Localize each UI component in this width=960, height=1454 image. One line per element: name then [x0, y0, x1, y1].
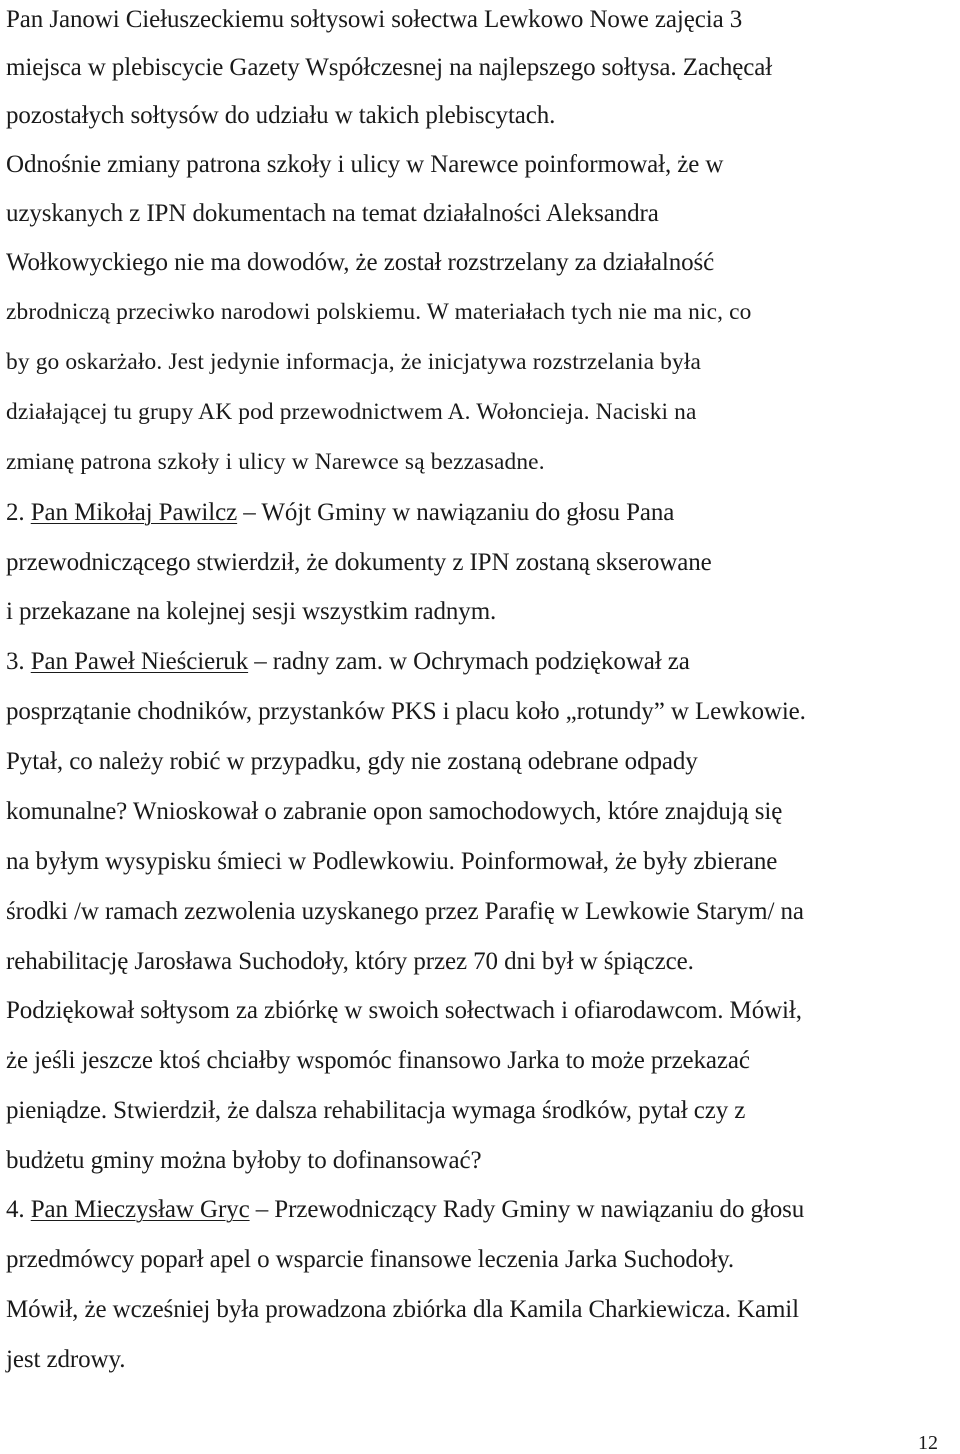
text-line: rehabilitację Jarosława Suchodoły, który przez 70 dni był w śpiączce. — [6, 948, 694, 975]
text-run: – radny zam. w Ochrymach podziękował za — [248, 648, 690, 675]
text-line: Podziękował sołtysom za zbiórkę w swoich sołectwach i ofiarodawcom. Mówił, — [6, 997, 802, 1024]
text-line: Odnośnie zmiany patrona szkoły i ulicy w Narewce poinformował, że w — [6, 151, 724, 178]
text-run: – Wójt Gminy w nawiązaniu do głosu Pana — [237, 499, 675, 526]
speaker-name: Pan Mieczysław Gryc — [30, 1196, 250, 1223]
text-line: pozostałych sołtysów do udziału w takich plebiscytach. — [6, 102, 556, 129]
text-line: uzyskanych z IPN dokumentach na temat działalności Aleksandra — [6, 200, 659, 227]
text-line: środki /w ramach zezwolenia uzyskanego przez Parafię w Lewkowie Starym/ na — [6, 898, 804, 925]
text-line: przewodniczącego stwierdził, że dokumenty z IPN zostaną skserowane — [6, 549, 712, 576]
text-line: komunalne? Wnioskował o zabranie opon samochodowych, które znajdują się — [6, 798, 783, 825]
text-line: zmianę patrona szkoły i ulicy w Narewce są bezzasadne. — [6, 449, 545, 475]
text-line: budżetu gminy można byłoby to dofinansować? — [6, 1147, 482, 1174]
speaker-name: Pan Paweł Nieścieruk — [30, 648, 249, 675]
item-number: 4. — [6, 1196, 25, 1223]
text-line: działającej tu grupy AK pod przewodnictwem A. Wołoncieja. Naciski na — [6, 399, 697, 425]
item-number: 3. — [6, 648, 25, 675]
text-line: by go oskarżało. Jest jedynie informacja, że inicjatywa rozstrzelania była — [6, 349, 702, 375]
text-line: jest zdrowy. — [6, 1346, 126, 1373]
text-line: i przekazane na kolejnej sesji wszystkim radnym. — [6, 598, 497, 625]
text-line: Pytał, co należy robić w przypadku, gdy nie zostaną odebrane odpady — [6, 748, 698, 775]
text-line: zbrodniczą przeciwko narodowi polskiemu. W materiałach tych nie ma nic, co — [6, 299, 752, 325]
text-line: posprzątanie chodników, przystanków PKS i placu koło „rotundy” w Lewkowie. — [6, 698, 806, 725]
page-number: 12 — [918, 1432, 938, 1454]
speaker-name: Pan Mikołaj Pawilcz — [30, 499, 238, 526]
text-line: że jeśli jeszcze ktoś chciałby wspomóc finansowo Jarka to może przekazać — [6, 1047, 750, 1074]
text-line: na byłym wysypisku śmieci w Podlewkowiu. Poinformował, że były zbierane — [6, 848, 778, 875]
text-run: – Przewodniczący Rady Gminy w nawiązaniu do głosu — [249, 1196, 805, 1223]
text-line: Pan Janowi Ciełuszeckiemu sołtysowi sołectwa Lewkowo Nowe zajęcia 3 — [6, 6, 743, 33]
text-line: miejsca w plebiscycie Gazety Współczesnej na najlepszego sołtysa. Zachęcał — [6, 54, 773, 81]
text-line — [6, 649, 690, 674]
item-number: 2. — [6, 499, 25, 526]
document-page — [6, 0, 954, 1452]
text-line — [6, 1197, 804, 1222]
text-line: przedmówcy poparł apel o wsparcie finansowe leczenia Jarka Suchodoły. — [6, 1246, 735, 1273]
text-line: pieniądze. Stwierdził, że dalsza rehabilitacja wymaga środków, pytał czy z — [6, 1097, 746, 1124]
text-line: Wołkowyckiego nie ma dowodów, że został rozstrzelany za działalność — [6, 249, 715, 276]
text-line: Mówił, że wcześniej była prowadzona zbiórka dla Kamila Charkiewicza. Kamil — [6, 1296, 799, 1323]
text-line — [6, 500, 674, 525]
